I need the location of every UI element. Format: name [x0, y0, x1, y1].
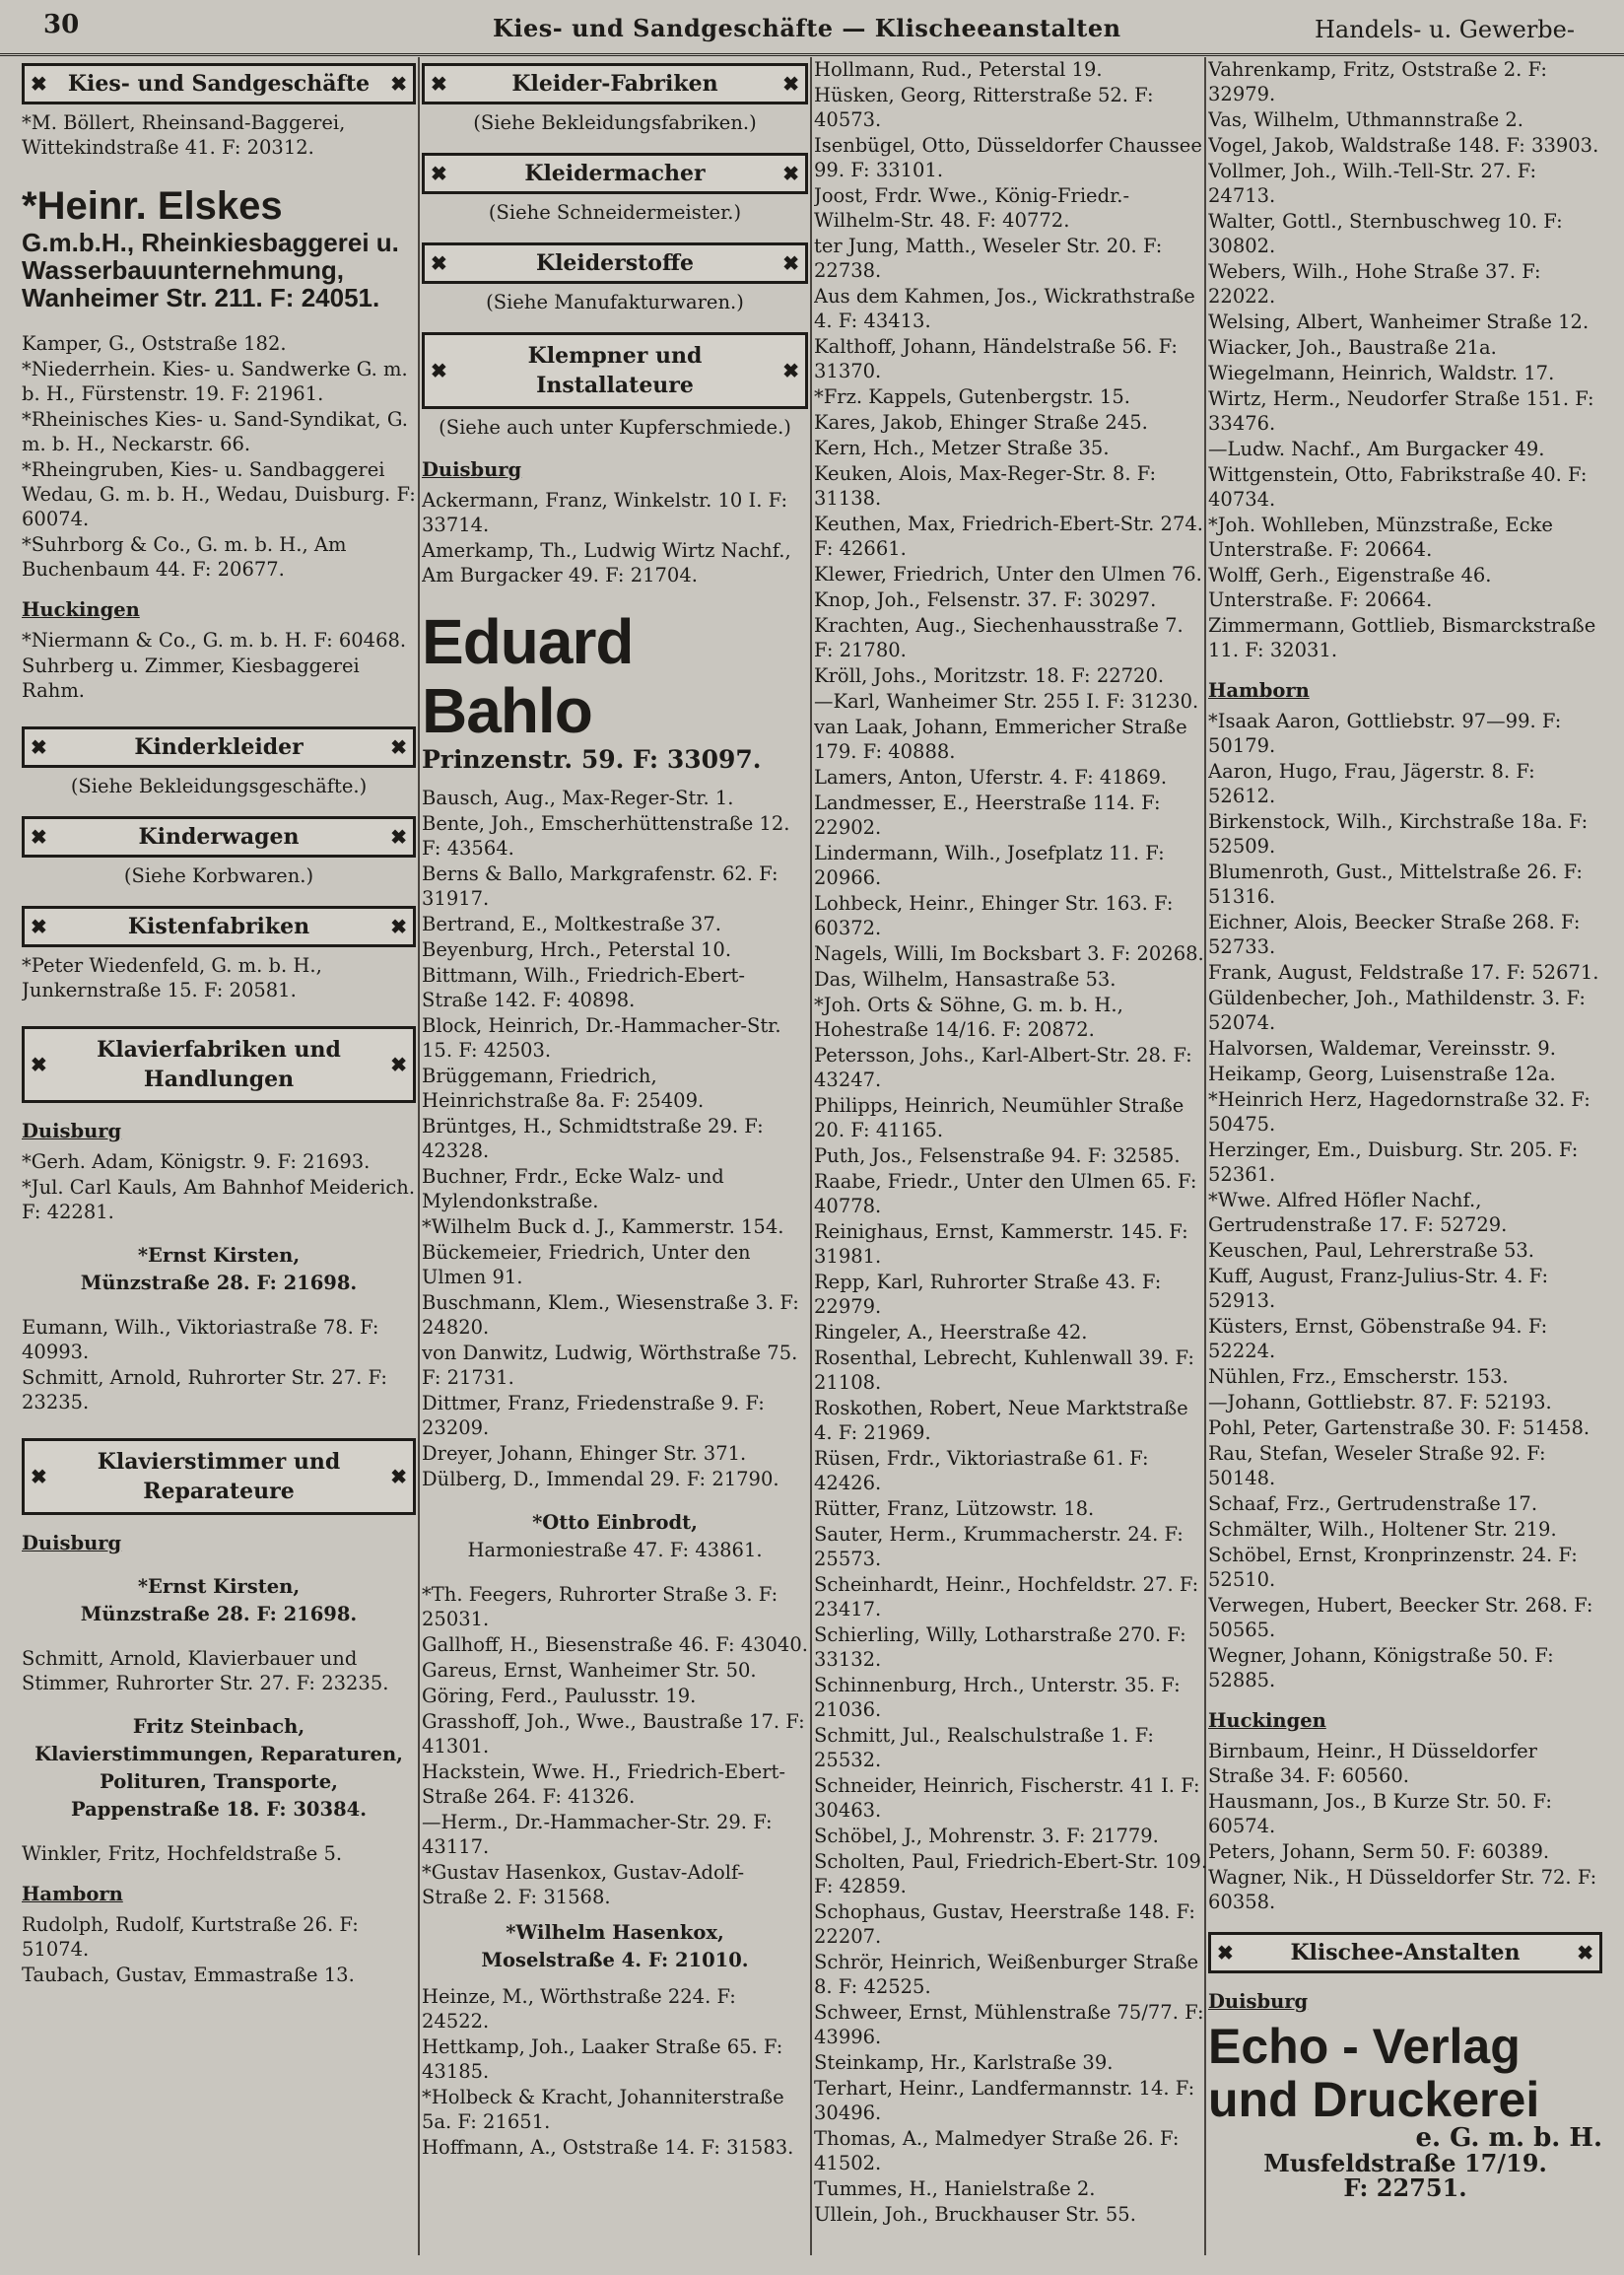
listing-entry: Vogel, Jakob, Waldstraße 148. F: 33903. — [1208, 134, 1599, 157]
listing-entry: Sauter, Herm., Krummacherstr. 24. F: 25573. — [814, 1523, 1184, 1570]
subheading-hamborn: Hamborn — [1208, 679, 1310, 702]
listing-entry: Wirtz, Herm., Neudorfer Straße 151. F: 33476. — [1208, 387, 1594, 435]
listing-entry: *M. Böllert, Rheinsand-Baggerei, Wittekindstraße 41. F: 20312. — [22, 111, 346, 159]
ad-einbrodt — [422, 1509, 808, 1564]
listing-entry: *Gustav Hasenkox, Gustav-Adolf-Straße 2. F: 31568. — [422, 1861, 745, 1908]
subheading-duisburg: Duisburg — [22, 1120, 122, 1142]
ad-echo-telephone: F: 22751. — [1343, 2173, 1467, 2202]
listing-entry: Halvorsen, Waldemar, Vereinsstr. 9. — [1208, 1037, 1556, 1060]
listing-entry: ter Jung, Matth., Weseler Str. 20. F: 22738. — [814, 235, 1163, 282]
cross-reference: (Siehe Bekleidungsgeschäfte.) — [70, 775, 368, 797]
listing-entry: Lohbeck, Heinr., Ehinger Str. 163. F: 60372. — [814, 892, 1174, 939]
cross-reference: (Siehe Bekleidungsfabriken.) — [473, 111, 757, 134]
listing-entry: Hüsken, Georg, Ritterstraße 52. F: 40573. — [814, 84, 1154, 131]
listing-entry: Peters, Johann, Serm 50. F: 60389. — [1208, 1840, 1550, 1863]
listing-entry: Kares, Jakob, Ehinger Straße 245. — [814, 411, 1148, 434]
listing-entry: Ackermann, Franz, Winkelstr. 10 I. F: 33714. — [422, 489, 788, 536]
listing-list — [1208, 709, 1602, 1692]
listing-entry: Reinighaus, Ernst, Kammerstr. 145. F: 31981. — [814, 1220, 1188, 1268]
ad-kirsten-name: *Ernst Kirsten, — [137, 1244, 301, 1267]
listing-entry: Schmitt, Arnold, Klavierbauer und Stimmer, Ruhrorter Str. 27. F: 23235. — [22, 1647, 389, 1694]
listing-entry: Rütter, Franz, Lützowstr. 18. — [814, 1497, 1095, 1520]
listing-entry: Klewer, Friedrich, Unter den Ulmen 76. — [814, 563, 1202, 586]
listing-entry: *Joh. Wohlleben, Münzstraße, Ecke Unterstraße. F: 20664. — [1208, 514, 1553, 561]
listing-entry: Göring, Ferd., Paulusstr. 19. — [422, 1685, 697, 1707]
section-banner-kisten: ✖ Kistenfabriken ✖ — [22, 906, 416, 947]
listing-entry: Aus dem Kahmen, Jos., Wickrathstraße 4. F: 43413. — [814, 285, 1195, 332]
listing-entry: Schweer, Ernst, Mühlenstraße 75/77. F: 43996. — [814, 2001, 1204, 2048]
running-title: Kies- und Sandgeschäfte — Klischeeanstalten — [493, 14, 1121, 42]
listing-entry: Vahrenkamp, Fritz, Oststraße 2. F: 32979. — [1208, 58, 1547, 105]
listing-entry: Brüntges, H., Schmidtstraße 29. F: 42328. — [422, 1115, 764, 1162]
listing-entry: Wiegelmann, Heinrich, Waldstr. 17. — [1208, 362, 1555, 384]
listing-entry: Schrör, Heinrich, Weißenburger Straße 8. F: 42525. — [814, 1951, 1199, 1998]
listing-entry: Birnbaum, Heinr., H Düsseldorfer Straße 34. F: 60560. — [1208, 1740, 1537, 1787]
section-banner-kleiderfabriken: ✖ Kleider-Fabriken ✖ — [422, 63, 808, 104]
listing-entry: Suhrberg u. Zimmer, Kiesbaggerei Rahm. — [22, 655, 360, 702]
listing-entry: Wiacker, Joh., Baustraße 21a. — [1208, 336, 1497, 359]
ad-echo-legal-form: e. G. m. b. H. — [1415, 2123, 1602, 2153]
listing-entry: Schierling, Willy, Lotharstraße 270. F: 33132. — [814, 1623, 1186, 1671]
listing-entry: Hausmann, Jos., B Kurze Str. 50. F: 60574. — [1208, 1790, 1552, 1837]
listing-entry: Krachten, Aug., Siechenhausstraße 7. F: 21780. — [814, 614, 1184, 661]
column-3 — [814, 57, 1208, 2255]
listing-entry: *Niermann & Co., G. m. b. H. F: 60468. — [22, 629, 407, 652]
cross-reference: (Siehe auch unter Kupferschmiede.) — [439, 416, 791, 439]
listing-entry: Schophaus, Gustav, Heerstraße 148. F: 22207. — [814, 1900, 1195, 1948]
listing-entry: Das, Wilhelm, Hansastraße 53. — [814, 968, 1116, 991]
column-2 — [422, 57, 808, 2255]
listing-entry: Wittgenstein, Otto, Fabrikstraße 40. F: 40734. — [1208, 463, 1588, 511]
listing-entry: Walter, Gottl., Sternbuschweg 10. F: 30802. — [1208, 210, 1563, 257]
listing-entry: *Frz. Kappels, Gutenbergstr. 15. — [814, 385, 1130, 408]
listing-entry: van Laak, Johann, Emmericher Straße 179. F: 40888. — [814, 716, 1187, 763]
cross-reference: (Siehe Manufakturwaren.) — [486, 291, 744, 313]
listing-entry: Scholten, Paul, Friedrich-Ebert-Str. 109. F: 42859. — [814, 1850, 1208, 1897]
listing-entry: Bente, Joh., Emscherhüttenstraße 12. F: 43564. — [422, 812, 790, 860]
listing-entry: *Jul. Carl Kauls, Am Bahnhof Meiderich. F: 42281. — [22, 1176, 416, 1223]
section-banner-kinderwagen: ✖ Kinderwagen ✖ — [22, 816, 416, 858]
listing-entry: —Karl, Wanheimer Str. 255 I. F: 31230. — [814, 690, 1199, 713]
listing-entry: Herzinger, Em., Duisburg. Str. 205. F: 52361. — [1208, 1138, 1579, 1186]
listing-entry: Webers, Wilh., Hohe Straße 37. F: 22022. — [1208, 260, 1541, 308]
ad-elskes-details: G.m.b.H., Rheinkiesbaggerei u. Wasserbauunternehmung, Wanheimer Str. 211. F: 24051. — [22, 228, 399, 312]
section-banner-klischee: ✖ Klischee-Anstalten ✖ — [1208, 1932, 1602, 1973]
ad-bahlo-address: Prinzenstr. 59. F: 33097. — [422, 745, 762, 774]
listing-entry: Schöbel, J., Mohrenstr. 3. F: 21779. — [814, 1825, 1159, 1847]
column-1 — [22, 57, 416, 2255]
listing-entry: Rau, Stefan, Weseler Straße 92. F: 50148. — [1208, 1442, 1546, 1489]
listing-entry: *Wilhelm Buck d. J., Kammerstr. 154. — [422, 1215, 784, 1238]
listing-entry: Bertrand, E., Moltkestraße 37. — [422, 913, 721, 935]
ad-elskes-name: *Heinr. Elskes — [22, 184, 283, 228]
listing-entry: Brüggemann, Friedrich, Heinrichstraße 8a. F: 25409. — [422, 1065, 705, 1112]
listing-entry: Vas, Wilhelm, Uthmannstraße 2. — [1208, 108, 1523, 131]
subheading-duisburg: Duisburg — [22, 1532, 122, 1554]
listing-entry: Aaron, Hugo, Frau, Jägerstr. 8. F: 52612. — [1208, 760, 1535, 807]
listing-entry: Hettkamp, Joh., Laaker Straße 65. F: 43185. — [422, 2035, 783, 2083]
listing-entry: Rudolph, Rudolf, Kurtstraße 26. F: 51074. — [22, 1913, 359, 1961]
listing-entry: Kalthoff, Johann, Händelstraße 56. F: 31370. — [814, 335, 1178, 382]
listing-list — [814, 57, 1208, 2227]
listing-entry: Frank, August, Feldstraße 17. F: 52671. — [1208, 961, 1599, 984]
subheading-hamborn: Hamborn — [22, 1883, 123, 1905]
listing-entry: Tummes, H., Hanielstraße 2. — [814, 2177, 1096, 2200]
listing-entry: Scheinhardt, Heinr., Hochfeldstr. 27. F: 23417. — [814, 1573, 1199, 1620]
listing-entry: Block, Heinrich, Dr.-Hammacher-Str. 15. F: 42503. — [422, 1014, 781, 1062]
listing-entry: Eumann, Wilh., Viktoriastraße 78. F: 40993. — [22, 1316, 379, 1363]
listing-entry: Zimmermann, Gottlieb, Bismarckstraße 11. F: 32031. — [1208, 614, 1596, 661]
listing-entry: Roskothen, Robert, Neue Marktstraße 4. F: 21969. — [814, 1397, 1188, 1444]
listing-entry: Bittmann, Wilh., Friedrich-Ebert-Straße 142. F: 40898. — [422, 964, 745, 1011]
ad-hasenkox-address: Moselstraße 4. F: 21010. — [481, 1949, 749, 1971]
listing-entry: Welsing, Albert, Wanheimer Straße 12. — [1208, 310, 1590, 333]
listing-entry: Heikamp, Georg, Luisenstraße 12a. — [1208, 1063, 1556, 1085]
listing-entry: Güldenbecher, Joh., Mathildenstr. 3. F: 52074. — [1208, 987, 1586, 1034]
ad-kirsten — [22, 1242, 416, 1297]
listing-entry: Terhart, Heinr., Landfermannstr. 14. F: 30496. — [814, 2077, 1195, 2124]
listing-entry: von Danwitz, Ludwig, Wörthstraße 75. F: 21731. — [422, 1342, 798, 1389]
listing-entry: Kern, Hch., Metzer Straße 35. — [814, 437, 1110, 459]
listing-entry: *Niederrhein. Kies- u. Sandwerke G. m. b. H., Fürstenstr. 19. F: 21961. — [22, 358, 408, 405]
listing-entry: Wolff, Gerh., Eigenstraße 46. Unterstraße. F: 20664. — [1208, 564, 1492, 611]
listing-entry: Dreyer, Johann, Ehinger Str. 371. — [422, 1442, 747, 1465]
listing-entry: Pohl, Peter, Gartenstraße 30. F: 51458. — [1208, 1416, 1590, 1439]
listing-entry: Hackstein, Wwe. H., Friedrich-Ebert-Straße 264. F: 41326. — [422, 1760, 785, 1808]
listing-entry: Landmesser, E., Heerstraße 114. F: 22902. — [814, 792, 1161, 839]
section-banner-kinderkleider: ✖ Kinderkleider ✖ — [22, 726, 416, 768]
listing-entry: Keuken, Alois, Max-Reger-Str. 8. F: 31138. — [814, 462, 1157, 510]
listing-entry: Schneider, Heinrich, Fischerstr. 41 I. F: 30463. — [814, 1774, 1200, 1822]
listing-entry: Lindermann, Wilh., Josefplatz 11. F: 20966. — [814, 842, 1165, 889]
listing-entry: Keuschen, Paul, Lehrerstraße 53. — [1208, 1239, 1534, 1262]
listing-entry: Philipps, Heinrich, Neumühler Straße 20. F: 41165. — [814, 1094, 1184, 1141]
listing-entry: Puth, Jos., Felsenstraße 94. F: 32585. — [814, 1144, 1181, 1167]
listing-entry: Steinkamp, Hr., Karlstraße 39. — [814, 2051, 1114, 2074]
cross-reference: (Siehe Schneidermeister.) — [488, 201, 742, 224]
listing-entry: Birkenstock, Wilh., Kirchstraße 18a. F: 52509. — [1208, 810, 1589, 858]
listing-entry: Thomas, A., Malmedyer Straße 26. F: 41502. — [814, 2127, 1180, 2174]
cross-reference: (Siehe Korbwaren.) — [123, 864, 314, 887]
listing-entry: *Isaak Aaron, Gottliebstr. 97—99. F: 50179. — [1208, 710, 1562, 757]
section-banner-kies: ✖ Kies- und Sandgeschäfte ✖ — [22, 63, 416, 104]
listing-entry: Buchner, Frdr., Ecke Walz- und Mylendonkstraße. — [422, 1165, 724, 1212]
subheading-duisburg: Duisburg — [422, 458, 522, 481]
listing-entry: *Wwe. Alfred Höfler Nachf., Gertrudenstraße 17. F: 52729. — [1208, 1189, 1508, 1236]
listing-entry: Bausch, Aug., Max-Reger-Str. 1. — [422, 787, 734, 809]
listing-entry: Eichner, Alois, Beecker Straße 268. F: 52733. — [1208, 911, 1581, 958]
listing-entry: *Suhrborg & Co., G. m. b. H., Am Buchenbaum 44. F: 20677. — [22, 533, 347, 581]
listing-entry: Knop, Joh., Felsenstr. 37. F: 30297. — [814, 588, 1157, 611]
listing-entry: *Holbeck & Kracht, Johanniterstraße 5a. F: 21651. — [422, 2086, 784, 2133]
listing-entry: Winkler, Fritz, Hochfeldstraße 5. — [22, 1842, 343, 1865]
listing-entry: *Heinrich Herz, Hagedornstraße 32. F: 50475. — [1208, 1088, 1590, 1136]
listing-entry: Schinnenburg, Hrch., Unterstr. 35. F: 21036. — [814, 1674, 1181, 1721]
page-header — [0, 0, 1624, 56]
listing-entry: Ullein, Joh., Bruckhauser Str. 55. — [814, 2203, 1136, 2226]
listing-entry: Hoffmann, A., Oststraße 14. F: 31583. — [422, 2136, 794, 2159]
listing-entry: Blumenroth, Gust., Mittelstraße 26. F: 51316. — [1208, 861, 1583, 908]
ad-einbrodt-name: *Otto Einbrodt, — [532, 1511, 698, 1534]
listing-entry: Beyenburg, Hrch., Peterstal 10. — [422, 938, 732, 961]
ad-einbrodt-address: Harmoniestraße 47. F: 43861. — [467, 1539, 763, 1561]
listing-entry: Petersson, Johs., Karl-Albert-Str. 28. F: 43247. — [814, 1044, 1192, 1091]
listing-entry: Nagels, Willi, Im Bocksbart 3. F: 20268. — [814, 942, 1204, 965]
listing-entry: Verwegen, Hubert, Beecker Str. 268. F: 50565. — [1208, 1594, 1593, 1641]
listing-entry: —Ludw. Nachf., Am Burgacker 49. — [1208, 438, 1545, 460]
listing-entry: Kuff, August, Franz-Julius-Str. 4. F: 52913. — [1208, 1265, 1549, 1312]
listing-entry: Kröll, Johs., Moritzstr. 18. F: 22720. — [814, 664, 1165, 687]
ad-hasenkox-name: *Wilhelm Hasenkox, — [506, 1921, 724, 1944]
page-number: 30 — [43, 10, 80, 39]
column-rule — [810, 57, 812, 2255]
section-banner-stimmer: ✖ Klavierstimmer und Reparateure ✖ — [22, 1438, 416, 1515]
listing-entry: Schmitt, Jul., Realschulstraße 1. F: 25532. — [814, 1724, 1154, 1771]
listing-entry: Buschmann, Klem., Wiesenstraße 3. F: 24820. — [422, 1291, 799, 1339]
listing-entry: Isenbügel, Otto, Düsseldorfer Chaussee 99. F: 33101. — [814, 134, 1202, 181]
listing-entry: *Rheingruben, Kies- u. Sandbaggerei Wedau, G. m. b. H., Wedau, Duisburg. F: 60074. — [22, 458, 416, 530]
subheading-duisburg: Duisburg — [1208, 1990, 1309, 2013]
listing-entry: Wagner, Nik., H Düsseldorfer Str. 72. F: 60358. — [1208, 1866, 1597, 1913]
column-rule — [418, 57, 420, 2255]
listing-entry: —Herm., Dr.-Hammacher-Str. 29. F: 43117. — [422, 1811, 773, 1858]
listing-entry: Schaaf, Frz., Gertrudenstraße 17. — [1208, 1492, 1538, 1515]
ad-kirsten — [22, 1573, 416, 1628]
listing-entry: *Joh. Orts & Söhne, G. m. b. H., Hohestraße 14/16. F: 20872. — [814, 994, 1123, 1041]
section-banner-kleidermacher: ✖ Kleidermacher ✖ — [422, 153, 808, 194]
listing-entry: Nühlen, Frz., Emscherstr. 153. — [1208, 1365, 1509, 1388]
listing-entry: Gareus, Ernst, Wanheimer Str. 50. — [422, 1659, 757, 1682]
ad-kirsten-address: Münzstraße 28. F: 21698. — [80, 1272, 358, 1294]
ad-echo-name: Echo - Verlag und Druckerei — [1208, 2019, 1540, 2127]
listing-entry: Joost, Frdr. Wwe., König-Friedr.-Wilhelm-Str. 48. F: 40772. — [814, 184, 1130, 232]
listing-entry: Amerkamp, Th., Ludwig Wirtz Nachf., Am Burgacker 49. F: 21704. — [422, 539, 791, 586]
section-banner-klavier: ✖ Klavierfabriken und Handlungen ✖ — [22, 1026, 416, 1103]
section-banner-klempner: ✖ Klempner und Installateure ✖ — [422, 332, 808, 409]
listing-entry: *Rheinisches Kies- u. Sand-Syndikat, G. m. b. H., Neckarstr. 66. — [22, 408, 408, 455]
listing-entry: Schmälter, Wilh., Holtener Str. 219. — [1208, 1518, 1557, 1541]
ad-kirsten-name: *Ernst Kirsten, — [137, 1575, 301, 1598]
listing-entry: Vollmer, Joh., Wilh.-Tell-Str. 27. F: 24713. — [1208, 160, 1537, 207]
ad-steinbach-services: Klavierstimmungen, Reparaturen, Polituren, Transporte, — [34, 1743, 403, 1793]
listing-entry: Rosenthal, Lebrecht, Kuhlenwall 39. F: 21108. — [814, 1346, 1194, 1394]
listing-entry: Gallhoff, H., Biesenstraße 46. F: 43040. — [422, 1633, 808, 1656]
listing-entry: Raabe, Friedr., Unter den Ulmen 65. F: 40778. — [814, 1170, 1197, 1217]
listing-entry: Heinze, M., Wörthstraße 224. F: 24522. — [422, 1985, 736, 2033]
ad-steinbach — [22, 1713, 416, 1824]
listing-entry: *Gerh. Adam, Königstr. 9. F: 21693. — [22, 1150, 371, 1173]
listing-entry: Ringeler, A., Heerstraße 42. — [814, 1321, 1088, 1344]
listing-entry: Kamper, G., Oststraße 182. — [22, 332, 287, 355]
listing-entry: Dülberg, D., Immendal 29. F: 21790. — [422, 1468, 779, 1490]
subheading-huckingen: Huckingen — [22, 598, 140, 621]
listing-entry: Repp, Karl, Ruhrorter Straße 43. F: 22979. — [814, 1271, 1162, 1318]
listing-entry: Keuthen, Max, Friedrich-Ebert-Str. 274. F: 42661. — [814, 513, 1203, 560]
ad-hasenkox — [422, 1919, 808, 1974]
listing-entry: Küsters, Ernst, Göbenstraße 94. F: 52224. — [1208, 1315, 1548, 1362]
listing-entry: *Peter Wiedenfeld, G. m. b. H., Junkernstraße 15. F: 20581. — [22, 954, 322, 1001]
section-banner-kleiderstoffe: ✖ Kleiderstoffe ✖ — [422, 242, 808, 284]
ad-steinbach-address: Pappenstraße 18. F: 30384. — [70, 1798, 367, 1821]
ad-bahlo-name: Eduard Bahlo — [422, 606, 634, 746]
column-4 — [1208, 57, 1602, 2255]
listing-entry: Schmitt, Arnold, Ruhrorter Str. 27. F: 23235. — [22, 1366, 387, 1413]
listing-entry: *Th. Feegers, Ruhrorter Straße 3. F: 25031. — [422, 1583, 778, 1630]
subheading-huckingen: Huckingen — [1208, 1709, 1326, 1732]
listing-list — [1208, 1739, 1602, 1914]
ad-kirsten-address: Münzstraße 28. F: 21698. — [80, 1603, 358, 1625]
listing-entry: Hollmann, Rud., Peterstal 19. — [814, 58, 1103, 81]
listing-entry: —Johann, Gottliebstr. 87. F: 52193. — [1208, 1391, 1552, 1413]
ad-steinbach-name: Fritz Steinbach, — [132, 1715, 305, 1738]
listing-list — [1208, 57, 1602, 662]
listing-entry: Rüsen, Frdr., Viktoriastraße 61. F: 42426. — [814, 1447, 1149, 1494]
listing-entry: Dittmer, Franz, Friedenstraße 9. F: 23209. — [422, 1392, 765, 1439]
listing-entry: Wegner, Johann, Königstraße 50. F: 52885. — [1208, 1644, 1554, 1691]
running-title-right: Handels- u. Gewerbe- — [1315, 16, 1575, 43]
listing-entry: Schöbel, Ernst, Kronprinzenstr. 24. F: 52510. — [1208, 1544, 1578, 1591]
listing-entry: Berns & Ballo, Markgrafenstr. 62. F: 31917. — [422, 862, 778, 910]
listing-entry: Lamers, Anton, Uferstr. 4. F: 41869. — [814, 766, 1168, 789]
ad-echo-address: Musfeldstraße 17/19. — [1263, 2149, 1547, 2177]
listing-entry: Grasshoff, Joh., Wwe., Baustraße 17. F: 41301. — [422, 1710, 805, 1758]
listing-entry: Bückemeier, Friedrich, Unter den Ulmen 91. — [422, 1241, 751, 1288]
listing-entry: Taubach, Gustav, Emmastraße 13. — [22, 1964, 355, 1986]
